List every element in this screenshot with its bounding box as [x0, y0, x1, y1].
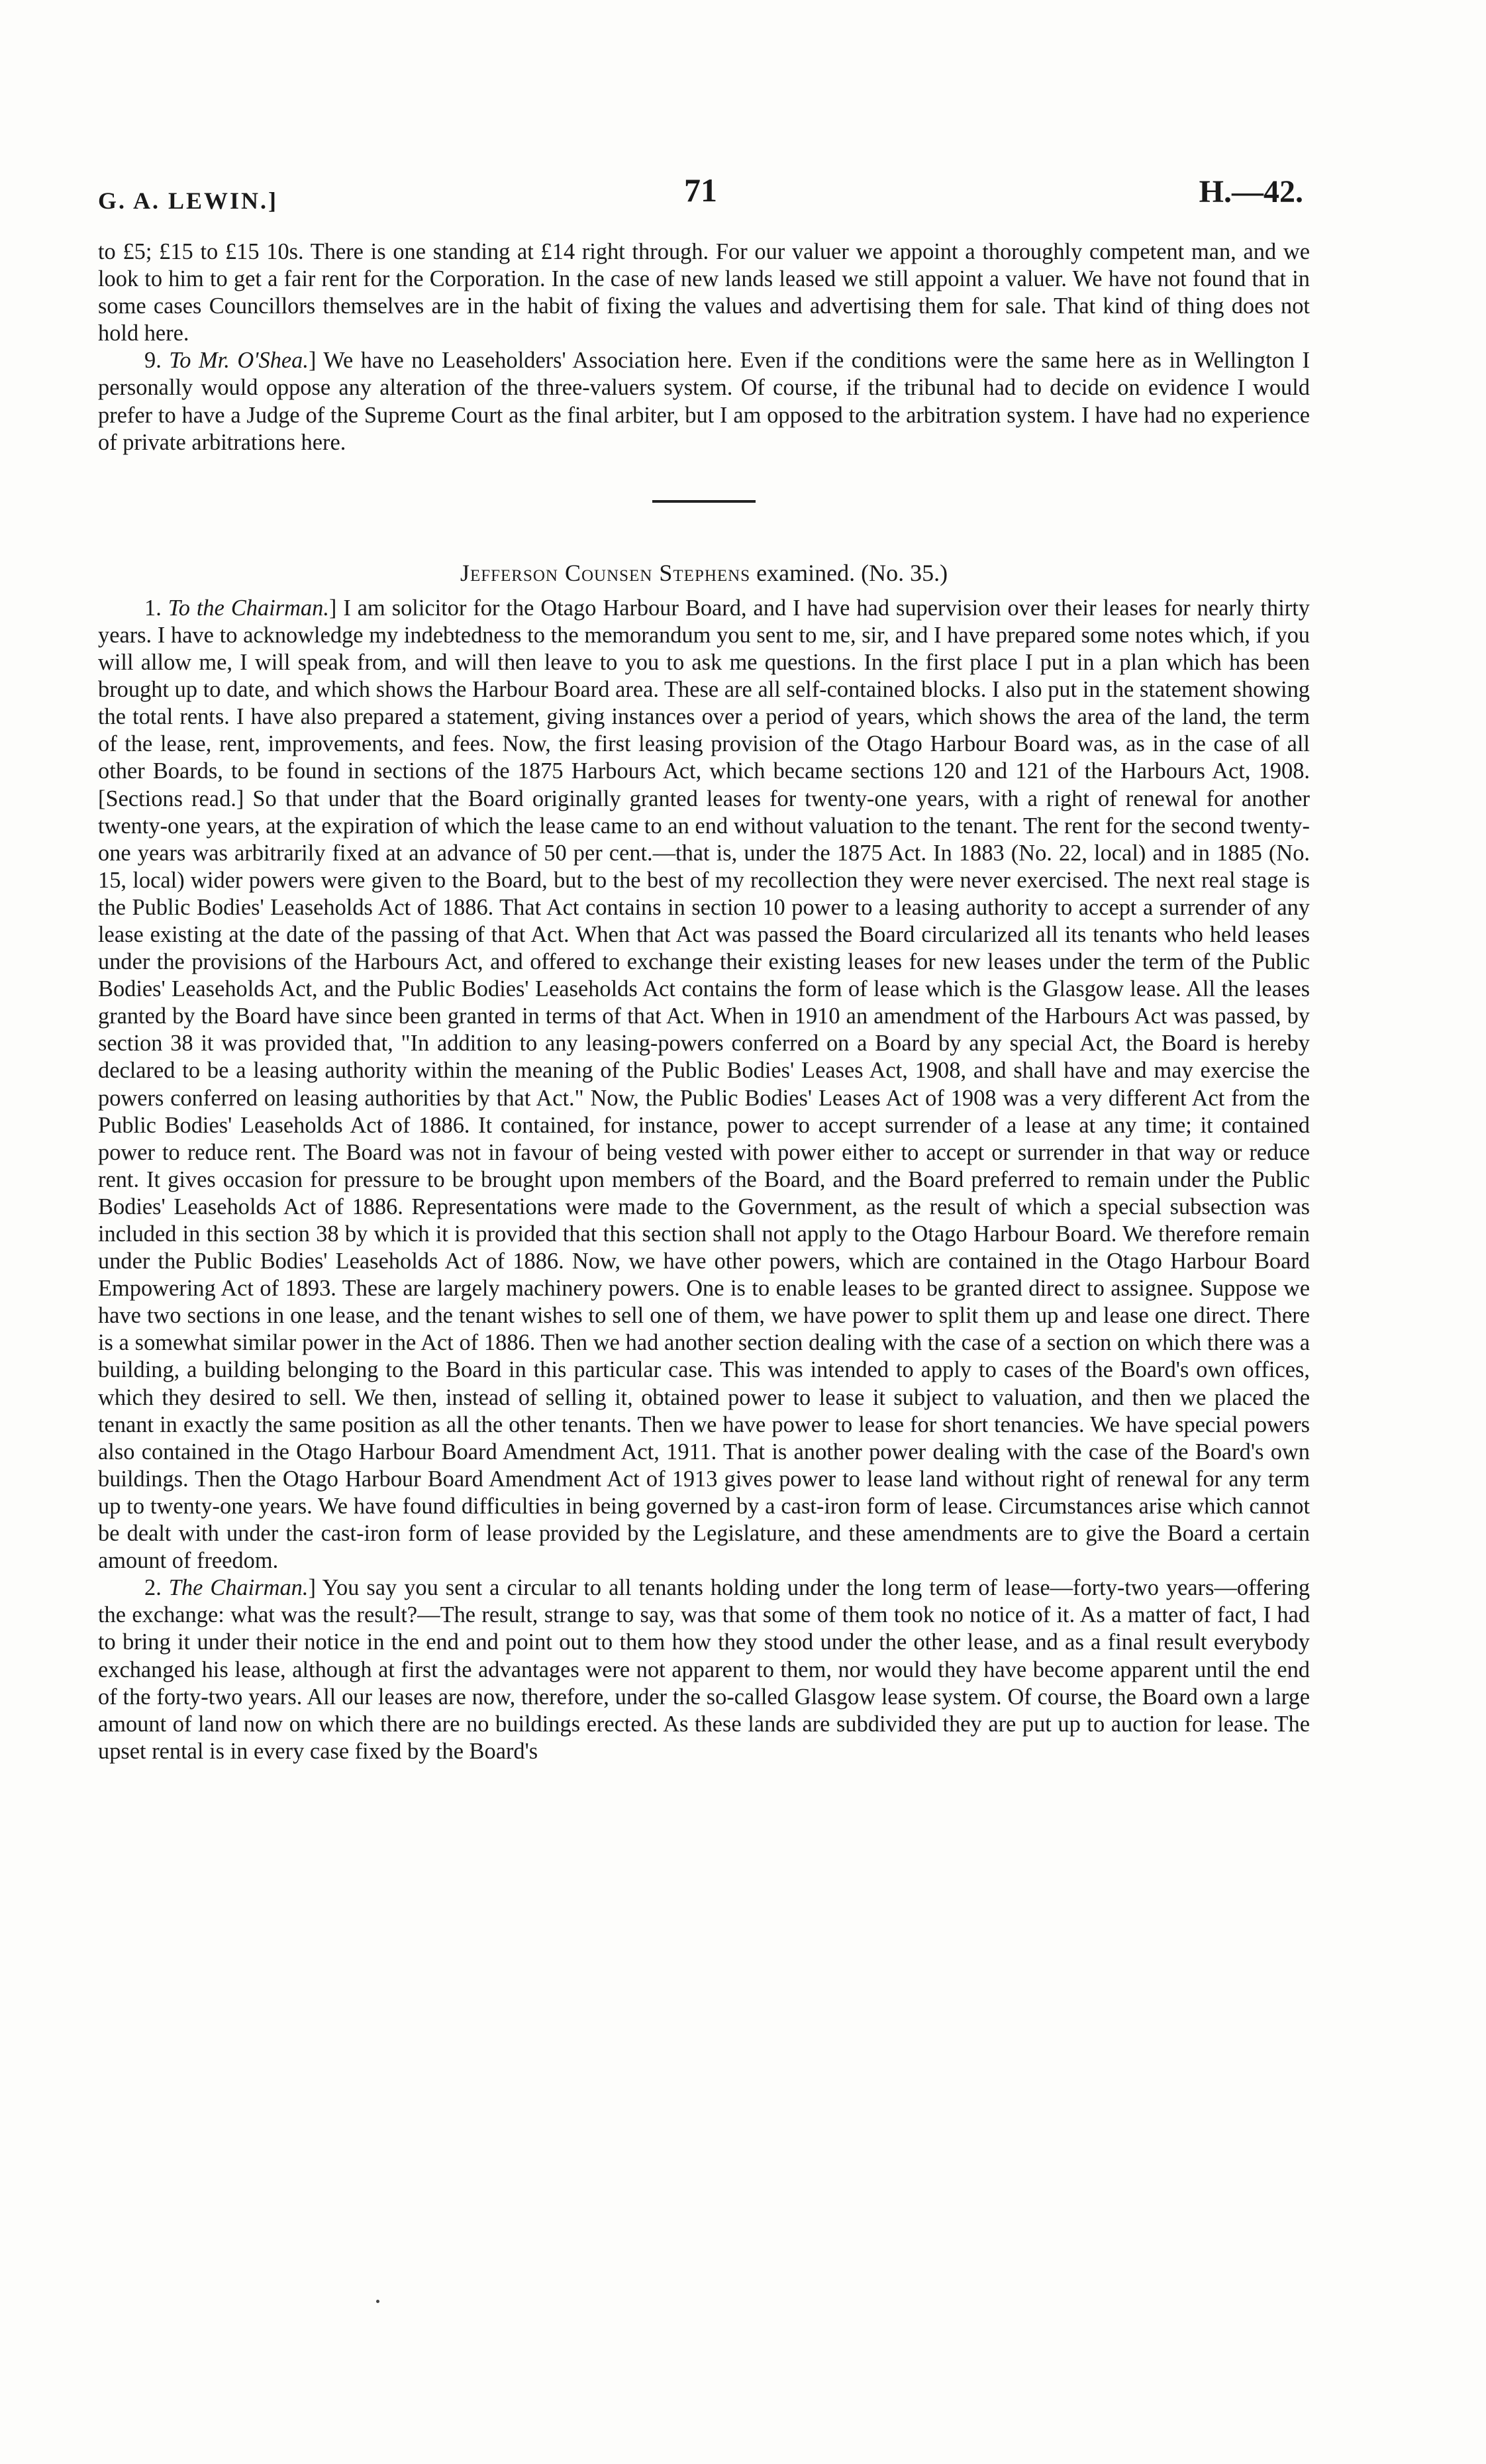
answer-text: ] I am solicitor for the Otago Harbour Board, and I have had supervision over their leases for nearly thirty years. I have to acknowledge my indebtedness to the memorandum you sent to me, sir, and I have prepared some notes which, if you will allow me, I will speak from, and will then leave to you to ask me questions. In the first place I put in a plan which has been brought up to date, and which shows the Harbour Board area. These are all self-contained blocks. I also put in the statement showing the total rents. I have also prepared a statement, giving instances over a period of years, which shows the area of the land, the term of the lease, rent, improvements, and fees. Now, the first leasing provision of the Otago Harbour Board was, as in the case of all other Boards, to be found in sections of the 1875 Harbours Act, which became sections 120 and 121 of the Harbours Act, 1908. [Sections read.] So that under that the Board originally granted leases for twenty-one years, with a right of renewal for another twenty-one years, at the expiration of which the lease came to an end without valuation to the tenant. The rent for the second twenty-one years was arbitrarily fixed at an advance of 50 per cent.—that is, under the 1875 Act. In 1883 (No. 22, local) and in 1885 (No. 15, local) wider powers were given to the Board, but to the best of my recollection they were never exercised. The next real stage is the Public Bodies' Leaseholds Act of 1886. That Act contains in section 10 power to a leasing authority to accept a surrender of any lease existing at the date of the passing of that Act. When that Act was passed the Board circularized all its tenants who held leases under the provisions of the Harbours Act, and offered to exchange their existing leases for new leases under the term of the Public Bodies' Leaseholds Act, and the Public Bodies' Leaseholds Act contains the form of lease which is the Glasgow lease. All the leases granted by the Board have since been granted in terms of that Act. When in 1910 an amendment of the Harbours Act was passed, by section 38 it was provided that, "In addition to any leasing-powers conferred on a Board by any special Act, the Board is hereby declared to be a leasing authority within the meaning of the Public Bodies' Leases Act, 1908, and shall have and may exercise the powers conferred on leasing authorities by that Act." Now, the Public Bodies' Leases Act of 1908 was a very different Act from the Public Bodies' Leaseholds Act of 1886. It contained, for instance, power to accept surrender of a lease at any time; it contained power to reduce rent. The Board was not in favour of being vested with power either to accept or surrender in that way or reduce rent. It gives occasion for pressure to be brought upon members of the Board, and the Board preferred to remain under the Public Bodies' Leaseholds Act of 1886. Representations were made to the Government, as the result of which a special subsection was included in this section 38 by which it is provided that this section shall not apply to the Otago Harbour Board. We therefore remain under the Public Bodies' Leaseholds Act of 1886. Now, we have other powers, which are contained in the Otago Harbour Board Empowering Act of 1893. These are largely machinery powers. One is to enable leases to be granted direct to assignee. Suppose we have two sections in one lease, and the tenant wishes to sell one of them, we have power to split them up and lease one direct. There is a somewhat similar power in the Act of 1886. Then we had another section dealing with the case of a section on which there was a building, a building belonging to the Board in this particular case. This was intended to apply to cases of the Board's own offices, which they desired to sell. We then, instead of selling it, obtained power to lease it subject to valuation, and then we placed the tenant in exactly the same position as all the other tenants. Then we have power to lease for short tenancies. We have special powers also contained in the Otago Harbour Board Amendment Act, 1911. That is another power dealing with the case of the Board's own buildings. Then the Otago Harbour Board Amendment Act of 1913 gives power to lease land without right of renewal for any term up to twenty-one years. We have found difficulties in being governed by a cast-iron form of lease. Circumstances arise which cannot be dealt with under the cast-iron form of lease provided by the Legislature, and these amendments are to give the Board a certain amount of freedom. — [98, 595, 1311, 1574]
question-addressee: To Mr. O'Shea. — [169, 348, 309, 374]
section-divider — [652, 500, 756, 503]
question-number: 2. — [144, 1575, 169, 1601]
question-addressee: To the Chairman. — [168, 595, 329, 621]
page-header — [98, 171, 1303, 224]
page-body — [98, 238, 1310, 1765]
answer-text: ] We have no Leaseholders' Association here. Even if the conditions were the same here as in Wellington I personally would oppose any alteration of the three-valuers system. Of course, if the tribunal had to decide on evidence I would prefer to have a Judge of the Supreme Court as the final arbiter, but I am opposed to the arbitration system. I have had no experience of private arbitrations here. — [98, 348, 1310, 455]
witness-name: Jefferson Counsen Stephens — [460, 559, 751, 586]
question-1 — [98, 595, 1310, 1574]
continued-paragraph: to £5; £15 to £15 10s. There is one standing at £14 right through. For our valuer we appoint a thoroughly competent man, and we look to him to get a fair rent for the Corporation. In the case of new lands leased we still appoint a valuer. We have not found that in some cases Councillors themselves are in the habit of fixing the values and advertising them for sale. That kind of thing does not hold here. — [98, 239, 1310, 346]
question-2 — [98, 1574, 1310, 1765]
question-9 — [98, 347, 1310, 456]
answer-text: ] You say you sent a circular to all tenants holding under the long term of lease—forty-two years—offering the exchange: what was the result?—The result, strange to say, was that some of them took no notice of it. As a matter of fact, I had to bring it under their notice in the end and point out to them how they stood under the other lease, and as a final result everybody exchanged his lease, although at first the advantages were not apparent to them, nor would they have become apparent until the end of the forty-two years. All our leases are now, therefore, under the so-called Glasgow lease system. Of course, the Board own a large amount of land now on which there are no buildings erected. As these lands are subdivided they are put up to auction for lease. The upset rental is in every case fixed by the Board's — [98, 1575, 1311, 1764]
witness-running-head: G. A. LEWIN.] — [98, 187, 279, 214]
question-addressee: The Chairman. — [168, 1575, 309, 1601]
paper-reference: H.—42. — [1199, 174, 1303, 209]
stray-mark — [376, 2300, 379, 2303]
witness-heading-rest: examined. (No. 35.) — [750, 559, 948, 586]
question-number: 1. — [144, 595, 168, 621]
witness-heading — [98, 560, 1310, 587]
question-number: 9. — [144, 348, 170, 374]
page-number: 71 — [684, 172, 717, 209]
